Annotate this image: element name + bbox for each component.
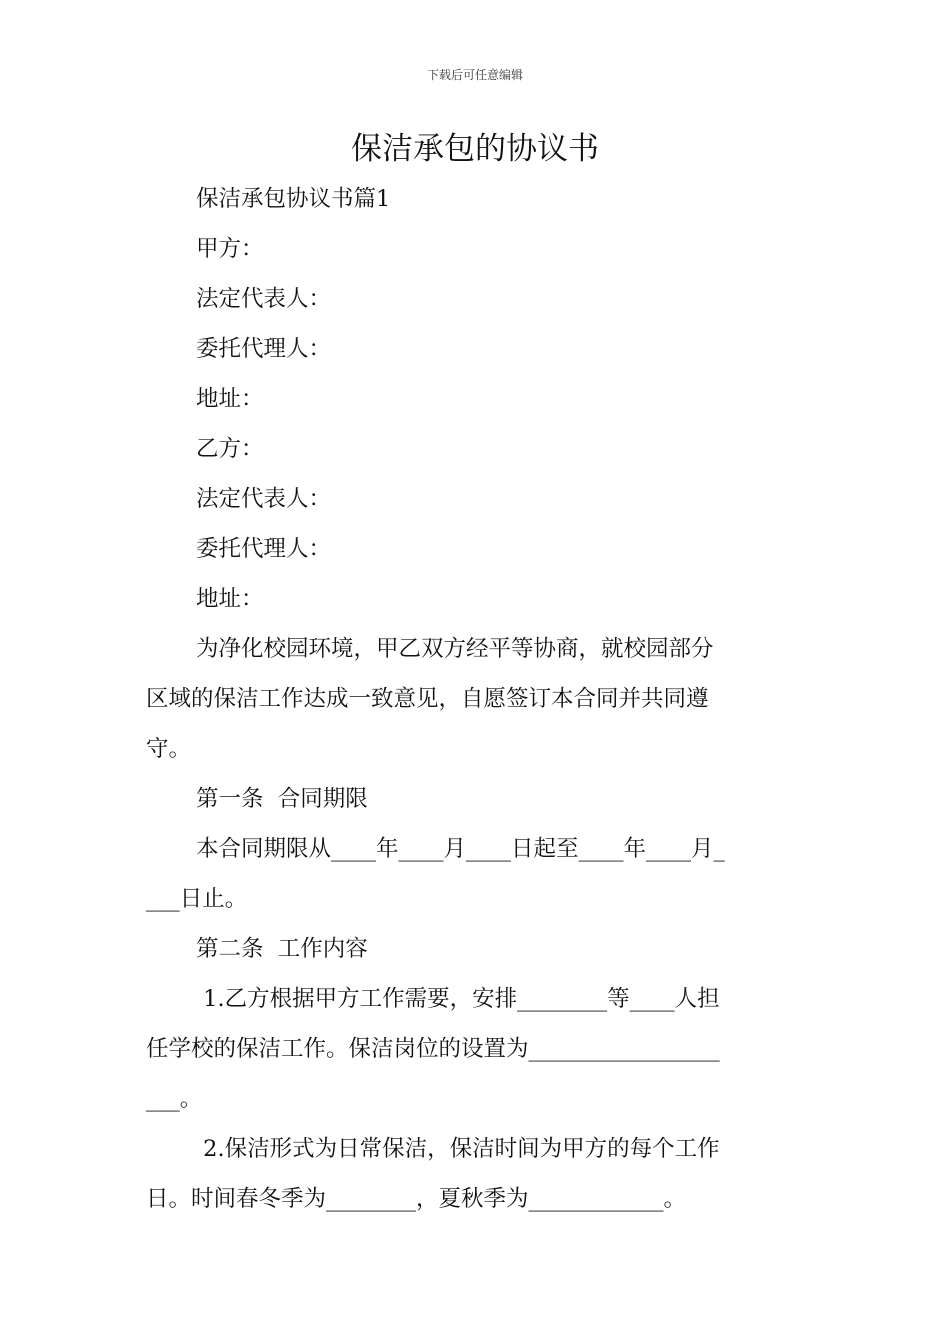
intro-line-3: 守。 (146, 736, 192, 762)
header-note: 下载后可任意编辑 (426, 68, 523, 82)
item-1-line-3: ___。 (146, 1086, 203, 1112)
item-1-line-1: 1.乙方根据甲方工作需要，安排________等____人担 (196, 986, 720, 1012)
document-title: 保洁承包的协议书 (351, 131, 599, 167)
item-2-line-2: 日。时间春冬季为________，夏秋季为____________。 (146, 1186, 687, 1212)
article-1-title: 第一条 合同期限 (196, 786, 368, 812)
article-1-line-2: ___日止。 (146, 886, 248, 912)
document-body (146, 174, 806, 1224)
intro-line-2: 区域的保洁工作达成一致意见，自愿签订本合同并共同遵 (146, 686, 709, 712)
article-1-line-1: 本合同期限从____年____月____日起至____年____月_ (196, 836, 725, 862)
party-a-address: 地址： (196, 386, 264, 412)
party-b-agent: 委托代理人： (196, 536, 332, 562)
party-a-representative: 法定代表人： (196, 286, 332, 312)
party-b-representative: 法定代表人： (196, 486, 332, 512)
item-2-line-1: 2.保洁形式为日常保洁，保洁时间为甲方的每个工作 (196, 1136, 720, 1162)
party-a-label: 甲方： (196, 236, 264, 262)
subtitle: 保洁承包协议书篇1 (196, 186, 391, 212)
party-b-label: 乙方： (196, 436, 264, 462)
intro-line-1: 为净化校园环境，甲乙双方经平等协商，就校园部分 (196, 636, 714, 662)
party-b-address: 地址： (196, 586, 264, 612)
item-1-line-2: 任学校的保洁工作。保洁岗位的设置为_________________ (146, 1036, 720, 1062)
party-a-agent: 委托代理人： (196, 336, 332, 362)
article-2-title: 第二条 工作内容 (196, 936, 368, 962)
